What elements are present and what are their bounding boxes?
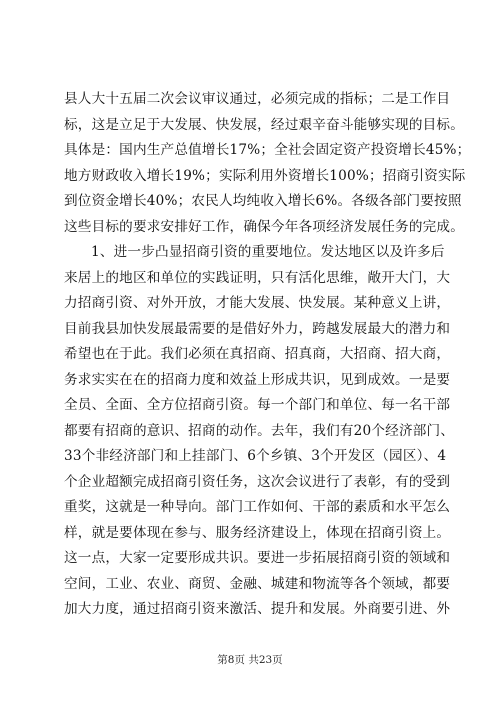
text-line: 希望也在于此。我们必须在真招商、招真商，大招商、招大商， [64, 346, 451, 362]
text-line: 都要有招商的意识、招商的动作。去年，我们有20个经济部门、 [64, 422, 455, 439]
text-line: 县人大十五届二次会议审议通过，必须完成的指标；二是工作目 [64, 91, 451, 107]
text-line: 1、进一步凸显招商引资的重要地位。发达地区以及许多后 [91, 244, 445, 260]
page-number-footer: 第8页 共23页 [217, 654, 283, 666]
text-line: 33个非经济部门和上挂部门、6个乡镇、3个开发区（园区）、4 [64, 448, 447, 464]
text-line: 具体是：国内生产总值增长17%；全社会固定资产投资增长45%； [64, 142, 471, 158]
text-line: 目前我县加快发展最需要的是借好外力，跨越发展最大的潜力和 [64, 320, 451, 337]
text-line: 标，这是立足于大发展、快发展，经过艰辛奋斗能够实现的目标。 [64, 116, 465, 133]
text-line: 全员、全面、全方位招商引资。每一个部门和单位、每一名干部 [64, 397, 451, 413]
text-line: 到位资金增长40%；农民人均纯收入增长6%。各级各部门要按照 [64, 193, 462, 209]
text-line: 务求实实在在的招商力度和效益上形成共识，见到成效。一是要 [64, 371, 451, 388]
text-line: 加大力度，通过招商引资来激活、提升和发展。外商要引进、外 [64, 601, 451, 617]
text-line: 重奖，这就是一种导向。部门工作如何、干部的素质和水平怎么 [64, 499, 451, 515]
text-line: 地方财政收入增长19%；实际利用外资增长100%；招商引资实际 [64, 167, 466, 184]
text-line: 空间，工业、农业、商贸、金融、城建和物流等各个领域，都要 [64, 575, 451, 592]
text-line: 样，就是要体现在参与、服务经济建设上，体现在招商引资上。 [64, 524, 451, 541]
text-line: 力招商引资、对外开放，才能大发展、快发展。某种意义上讲， [64, 295, 451, 311]
text-line: 这一点，大家一定要形成共识。要进一步拓展招商引资的领域和 [64, 550, 451, 566]
body-text [64, 87, 471, 623]
text-line: 这些目标的要求安排好工作，确保今年各项经济发展任务的完成。 [64, 218, 465, 235]
text-line: 个企业超额完成招商引资任务，这次会议进行了表彰，有的受到 [64, 473, 451, 490]
text-line: 来居上的地区和单位的实践证明，只有活化思维，敞开大门，大 [64, 269, 451, 286]
